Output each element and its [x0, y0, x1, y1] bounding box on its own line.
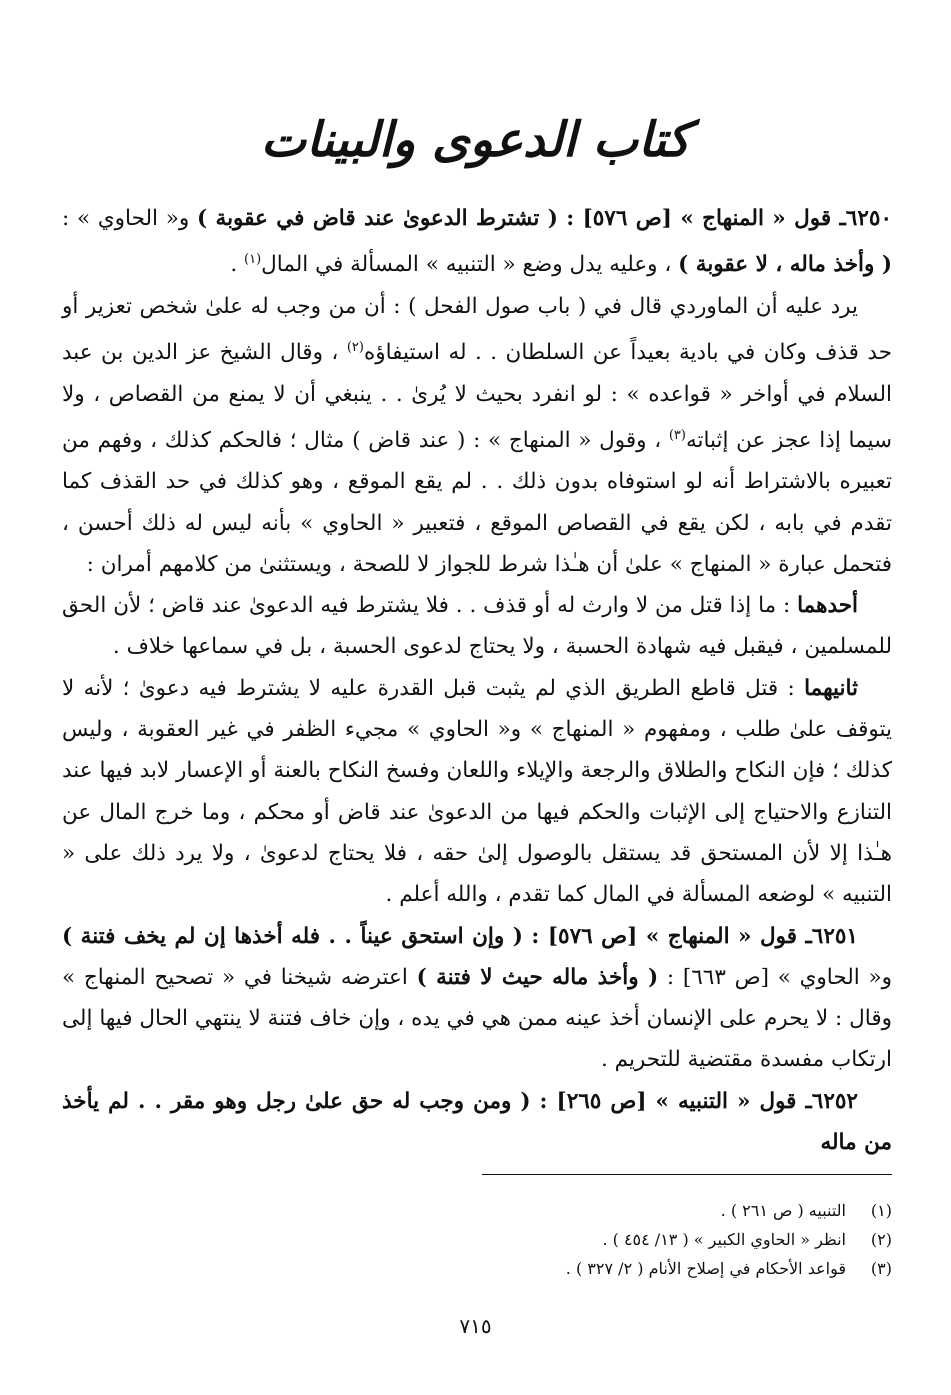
footnotes	[62, 1196, 892, 1283]
text: ، وقال الشيخ عز الدين بن عبد السلام في أواخر « قواعده » : لو انفرد بحيث لا يُرىٰ . . ينبغي أن لا يمنع من القصاص ، ولا سيما إذا عجز عن إثباته	[62, 340, 892, 453]
bold-text: ( وأخذ ماله حيث لا فتنة )	[416, 964, 659, 990]
paragraph-p6	[62, 1081, 892, 1164]
text: يرد عليه أن الماوردي قال في ( باب صول الفحل ) : أن من وجب له علىٰ شخص تعزير أو حد قذف وكان في بادية بعيداً عن السلطان . . له استيفاؤه	[62, 293, 892, 366]
text: : ما إذا قتل من لا وارث له أو قذف . . فلا يشترط فيه الدعوىٰ عند قاض ؛ لأن الحق للمسلمين ، فيقبل فيه شهادة الحسبة ، ولا يحتاج لدعوى الحسبة ، بل في سماعها خلاف .	[62, 593, 892, 660]
footnote-item	[62, 1196, 892, 1225]
bold-text: ( وإن استحق عيناً . . فله أخذها إن لم يخف فتنة )	[62, 923, 523, 949]
main-text	[62, 198, 892, 1163]
page-number: ٧١٥	[459, 1314, 492, 1338]
bold-text: ( وأخذ ماله ، لا عقوبة )	[678, 252, 892, 278]
text: .	[230, 252, 244, 278]
bold-text: ( ومن وجب له حق علىٰ رجل وهو مقر . . لم يأخذ من ماله	[62, 1088, 892, 1155]
footnote-number: (٢)	[870, 1230, 892, 1249]
footnote-item	[62, 1254, 892, 1283]
text: ، وعليه يدل وضع « التنبيه » المسألة في المال	[261, 252, 679, 278]
footnote-separator	[482, 1174, 892, 1175]
bold-text: أحدهما	[797, 593, 858, 619]
bold-text: ٦٢٥١ـ قول « المنهاج » [ص ٥٧٦] :	[522, 923, 858, 949]
footnote-ref: (٢)	[346, 340, 364, 356]
footnote-text: قواعد الأحكام في إصلاح الأنام ( ٢/ ٣٢٧ ) .	[565, 1259, 846, 1278]
footnote-number: (٣)	[870, 1259, 892, 1278]
paragraph-p5	[62, 916, 892, 1081]
text: و« الحاوي » :	[62, 206, 197, 231]
text: : قتل قاطع الطريق الذي لم يثبت قبل القدرة عليه لا يشترط فيه دعوىٰ ؛ لأنه لا يتوقف علىٰ طلب ، ومفهوم « المنهاج » و« الحاوي » مجيء الظفر في غير العقوبة ، وليس كذلك ؛ فإن النكاح والطلاق والرجعة والإيلاء واللعان وفسخ النكاح بالعنة أو الإعسار لابد فيها عند التنازع والاحتياج إلى الإثبات والحكم فيها من الدعوىٰ عند قاض أو محكم ، وما خرج المال عن هـٰذا إلا لأن المستحق قد يستقل بالوصول إلىٰ حقه ، فلا يحتاج لدعوىٰ ، ولا يرد ذلك على « التنبيه » لوضعه المسألة في المال كما تقدم ، والله أعلم .	[62, 675, 892, 908]
footnote-item	[62, 1225, 892, 1254]
footnote-text: انظر « الحاوي الكبير » ( ١٣/ ٤٥٤ ) .	[602, 1230, 846, 1249]
paragraph-p4	[62, 668, 892, 916]
footnote-ref: (١)	[244, 252, 262, 268]
footnote-text: التنبيه ( ص ٢٦١ ) .	[720, 1201, 846, 1220]
bold-text: ٦٢٥٢ـ قول « التنبيه » [ص ٢٦٥] :	[530, 1088, 858, 1114]
paragraph-p2	[62, 286, 892, 585]
text: و« الحاوي » [ص ٦٦٣] :	[658, 964, 893, 990]
footnote-number: (١)	[870, 1201, 892, 1220]
bold-text: ٦٢٥٠ـ قول « المنهاج » [ص ٥٧٦] :	[557, 206, 892, 231]
text: ، وقول « المنهاج » : ( عند قاض ) مثال ؛ فالحكم كذلك ، وفهم من تعبيره بالاشتراط أنه لو استوفاه بدون ذلك . . لم يقع الموقع ، وهو كذلك في حد القذف كما تقدم في بابه ، لكن يقع في القصاص الموقع ، فتعبير « الحاوي » بأنه ليس له ذلك أحسن ، فتحمل عبارة « المنهاج » علىٰ أن هـٰذا شرط للجواز لا للصحة ، ويستثنىٰ من كلامهم أمران :	[62, 427, 892, 577]
paragraph-p1	[62, 198, 892, 286]
paragraph-p3	[62, 585, 892, 668]
bold-text: ( تشترط الدعوىٰ عند قاض في عقوبة )	[197, 206, 558, 231]
footnote-ref: (٣)	[668, 427, 686, 443]
text: اعترضه شيخنا في « تصحيح المنهاج » وقال : لا يحرم على الإنسان أخذ عينه ممن هي في يده ، وإن خاف فتنة لا ينتهي الحال فيها إلى ارتكاب مفسدة مقتضية للتحريم .	[62, 964, 892, 1073]
chapter-title: كتاب الدعوى والبينات	[260, 112, 691, 168]
bold-text: ثانيهما	[804, 675, 858, 701]
